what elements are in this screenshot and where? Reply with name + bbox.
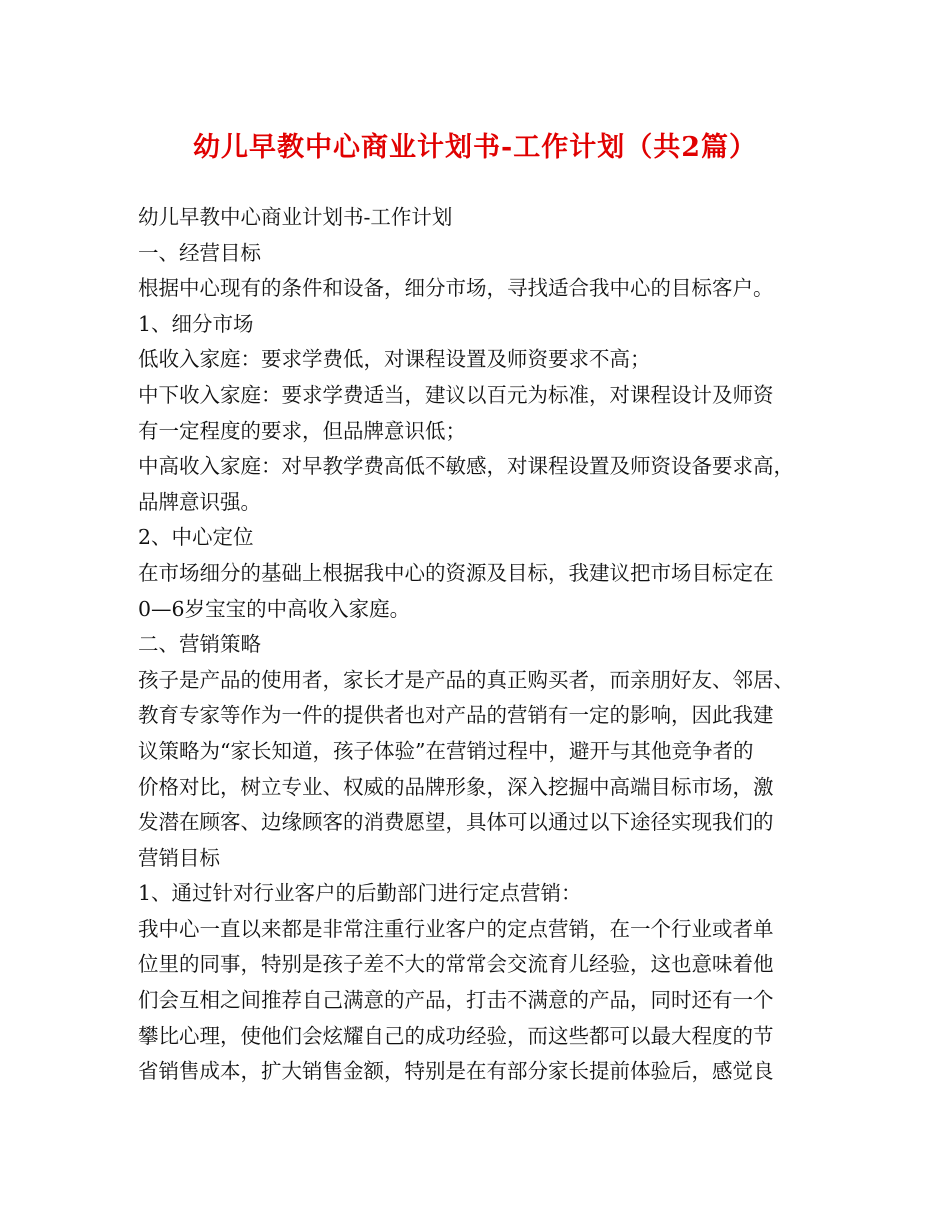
body-line: 2、中心定位 xyxy=(138,525,254,550)
body-line: 中高收入家庭：对早教学费高低不敏感，对课程设置及师资设备要求高， xyxy=(138,454,794,479)
body-line: 根据中心现有的条件和设备，细分市场，寻找适合我中心的目标客户。 xyxy=(138,276,774,301)
body-line: 在市场细分的基础上根据我中心的资源及目标，我建议把市场目标定在 xyxy=(138,560,774,585)
body-line: 营销目标 xyxy=(138,845,220,870)
body-line: 中下收入家庭：要求学费适当，建议以百元为标准，对课程设计及师资 xyxy=(138,382,774,407)
body-line: 我中心一直以来都是非常注重行业客户的定点营销，在一个行业或者单 xyxy=(138,916,774,941)
body-line: 幼儿早教中心商业计划书-工作计划 xyxy=(138,205,453,229)
document-body xyxy=(138,200,818,1090)
body-line: 一、经营目标 xyxy=(138,240,261,265)
body-line: 攀比心理，使他们会炫耀自己的成功经验，而这些都可以最大程度的节 xyxy=(138,1023,774,1048)
body-line: 发潜在顾客、边缘顾客的消费愿望，具体可以通过以下途径实现我们的 xyxy=(138,810,774,835)
body-line: 价格对比，树立专业、权威的品牌形象，深入挖掘中高端目标市场，激 xyxy=(138,774,774,799)
body-line: 低收入家庭：要求学费低，对课程设置及师资要求不高； xyxy=(138,347,651,372)
body-line: 们会互相之间推荐自己满意的产品，打击不满意的产品，同时还有一个 xyxy=(138,988,774,1013)
body-line: 教育专家等作为一件的提供者也对产品的营销有一定的影响，因此我建 xyxy=(138,703,774,728)
body-line: 1、通过针对行业客户的后勤部门进行定点营销： xyxy=(138,881,582,906)
body-line: 议策略为“家长知道，孩子体验”在营销过程中，避开与其他竞争者的 xyxy=(138,738,754,763)
document-title: 幼儿早教中心商业计划书-工作计划（共2篇） xyxy=(193,132,757,163)
body-line: 1、细分市场 xyxy=(138,311,254,336)
body-line: 品牌意识强。 xyxy=(138,489,261,514)
body-line: 0—6岁宝宝的中高收入家庭。 xyxy=(138,596,411,621)
body-line: 二、营销策略 xyxy=(138,632,261,657)
body-line: 省销售成本，扩大销售金额，特别是在有部分家长提前体验后，感觉良 xyxy=(138,1059,774,1084)
body-line: 有一定程度的要求，但品牌意识低； xyxy=(138,418,466,443)
body-line: 孩子是产品的使用者，家长才是产品的真正购买者，而亲朋好友、邻居、 xyxy=(138,667,794,692)
body-line: 位里的同事，特别是孩子差不大的常常会交流育儿经验，这也意味着他 xyxy=(138,952,774,977)
